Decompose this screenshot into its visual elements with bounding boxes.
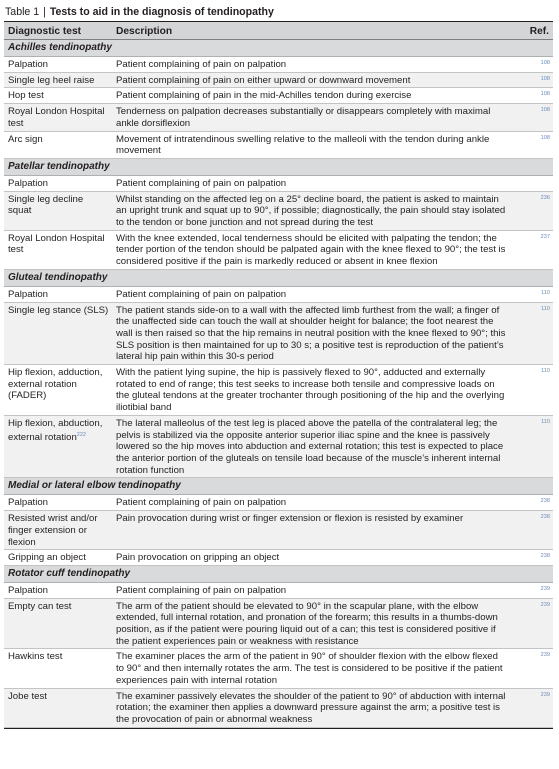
- description-cell: Patient complaining of pain in the mid-Achilles tendon during exercise: [116, 90, 412, 102]
- table-row: [4, 599, 553, 650]
- diagnostic-test-name: Palpation: [8, 288, 49, 300]
- table-header: [4, 22, 553, 40]
- diagnostic-test-name: Jobe test: [8, 690, 47, 702]
- table-row: [4, 583, 553, 599]
- diagnostic-test-cell: [4, 303, 112, 365]
- diagnostic-test-cell: [4, 416, 112, 478]
- table-title: Tests to aid in the diagnosis of tendinopathy: [49, 6, 274, 18]
- diagnostic-test-cell: [4, 689, 112, 727]
- table-row: [4, 365, 553, 416]
- test-reference-superscript[interactable]: 222: [76, 431, 86, 438]
- description-cell: With the knee extended, local tenderness should be elicited with palpating the tendon; the tender portion of the tendon should be palpated again with the knee flexed to 90°; the test is considered positive if the pain is markedly reduced or absent in knee flexion: [116, 232, 506, 268]
- reference-link[interactable]: 239: [540, 585, 550, 592]
- header-description: Description: [116, 25, 173, 37]
- reference-link[interactable]: 110: [541, 368, 550, 375]
- diagnostic-test-cell: [4, 365, 112, 415]
- section-header: Gluteal tendinopathy: [4, 270, 553, 287]
- table-label: Table 1: [5, 6, 40, 18]
- diagnostic-test-name: Hip flexion, adduction, external rotation (FADER): [8, 367, 103, 402]
- table-row: [4, 104, 553, 131]
- reference-link[interactable]: 108: [540, 107, 550, 114]
- diagnostic-test-name: Palpation: [8, 59, 49, 70]
- reference-link[interactable]: 108: [540, 60, 550, 66]
- table-row: [4, 88, 553, 104]
- reference-link[interactable]: 238: [540, 498, 550, 505]
- table-row: [4, 649, 553, 688]
- reference-link[interactable]: [512, 176, 553, 191]
- diagnostic-test-cell: [4, 287, 112, 302]
- header-ref: Ref.: [529, 26, 549, 37]
- reference-link[interactable]: 108: [540, 75, 550, 82]
- diagnostic-test-name: Palpation: [8, 177, 49, 189]
- header-diagnostic-test: Diagnostic test: [8, 25, 82, 37]
- table-row: [4, 176, 553, 192]
- caption-separator: |: [43, 6, 46, 18]
- table-row: [4, 511, 553, 550]
- diagnostic-test-cell: [4, 599, 112, 649]
- description-cell: The patient stands side-on to a wall with the affected limb furthest from the wall; a finger of the unaffected side can touch the wall at shoulder height for balance; the foot nearest the wall is then raised so that the hip remains in neutral position with the knee flexed to 90°; this SLS position is then maintained for up to 30 s; a positive test is reproduction of the patient’s lateral hip pain within this 30-s period: [116, 304, 506, 363]
- diagnostic-test-cell: [4, 649, 112, 687]
- diagnostic-test-name: Single leg heel raise: [8, 74, 95, 86]
- description-cell: Whilst standing on the affected leg on a 25° decline board, the patient is asked to maintain an upright trunk and squat up to 90°, if possible; diagnostically, the pain should stay isolated to the tendon or bone junction and not spread during the test: [116, 193, 506, 229]
- description-cell: The lateral malleolus of the test leg is placed above the patella of the contralateral leg; the pelvis is stabilized via the opposite anterior superior iliac spine and the knee is passively lowered so the hip moves into abduction and external rotation; this test is expected to place the anterior portion of the gluteals on tensile load because of the muscle’s inherent internal rotation function: [116, 417, 504, 476]
- section-rows: [4, 495, 553, 566]
- table-row: [4, 495, 553, 511]
- diagnostic-test-cell: [4, 511, 112, 549]
- reference-link[interactable]: 108: [540, 134, 550, 141]
- table-row: [4, 287, 553, 303]
- reference-link[interactable]: 110: [541, 418, 550, 425]
- diagnostic-test-cell: [4, 495, 112, 510]
- reference-link[interactable]: 110: [541, 289, 550, 296]
- section-header: Medial or lateral elbow tendinopathy: [4, 478, 553, 495]
- description-cell: With the patient lying supine, the hip is passively flexed to 90°, adducted and externally rotated to end of range; this test seeks to increase both tensile and compressive loads on the gluteal tendons at the greater trochanter through positioning of the hip and the overlying iliotibial band: [116, 367, 505, 414]
- diagnostic-test-cell: [4, 73, 112, 88]
- table-row: [4, 73, 553, 89]
- diagnostic-test-name: Resisted wrist and/or finger extension or flexion: [8, 513, 98, 548]
- diagnostic-test-name: Palpation: [8, 497, 49, 509]
- description-cell: The examiner places the arm of the patient in 90° of shoulder flexion with the elbow flexed to 90° and then internally rotates the arm. The test is considered to be positive if the patient experiences pain with internal rotation: [116, 651, 503, 686]
- table-caption: [4, 2, 553, 22]
- diagnostic-test-cell: [4, 88, 112, 103]
- description-cell: Movement of intratendinous swelling relative to the malleoli with the tendon during ankle movement: [116, 133, 490, 157]
- section-rows: [4, 287, 553, 479]
- diagnostic-test-cell: [4, 176, 112, 191]
- diagnostic-test-cell: [4, 231, 112, 269]
- description-cell: Patient complaining of pain on palpation: [116, 177, 287, 189]
- reference-link[interactable]: 237: [540, 233, 550, 240]
- section-header: Achilles tendinopathy: [4, 40, 553, 57]
- reference-link[interactable]: 239: [540, 601, 550, 608]
- reference-link[interactable]: 108: [540, 91, 550, 98]
- table-row: [4, 192, 553, 231]
- description-cell: Patient complaining of pain on palpation: [116, 288, 287, 300]
- table-row: [4, 132, 553, 159]
- description-cell: Pain provocation on gripping an object: [116, 552, 280, 564]
- diagnostic-test-name: Hip flexion, abduction, external rotation: [8, 417, 103, 443]
- section-rows: [4, 57, 553, 159]
- table-row: [4, 303, 553, 366]
- diagnostic-test-cell: [4, 57, 112, 72]
- reference-link[interactable]: 238: [540, 514, 550, 521]
- table-row: [4, 231, 553, 270]
- diagnostic-test-name: Palpation: [8, 584, 49, 596]
- reference-link[interactable]: 236: [540, 194, 550, 201]
- table-row: [4, 416, 553, 479]
- table-row: [4, 57, 553, 73]
- description-cell: The examiner passively elevates the shoulder of the patient to 90° of abduction with internal rotation; the examiner then applies a downward pressure against the arm; a positive test is the provocation of pain or abnormal weakness: [116, 690, 506, 725]
- description-cell: Patient complaining of pain on palpation: [116, 59, 287, 70]
- section-rows: [4, 176, 553, 270]
- reference-link[interactable]: 110: [541, 305, 550, 312]
- diagnostic-test-name: Single leg decline squat: [8, 193, 84, 217]
- diagnostic-test-cell: [4, 192, 112, 230]
- table-row: [4, 550, 553, 566]
- reference-link[interactable]: 239: [540, 691, 550, 698]
- diagnostic-test-cell: [4, 583, 112, 598]
- section-header: Rotator cuff tendinopathy: [4, 566, 553, 583]
- diagnostic-test-cell: [4, 550, 112, 565]
- diagnostic-test-name: Royal London Hospital test: [8, 106, 105, 129]
- reference-link[interactable]: 239: [540, 652, 550, 659]
- diagnostic-test-name: Empty can test: [8, 600, 72, 612]
- table-body: [4, 40, 553, 728]
- diagnostic-test-name: Hawkins test: [8, 651, 63, 663]
- section-rows: [4, 583, 553, 728]
- diagnostic-test-cell: [4, 104, 112, 130]
- diagnostic-test-name: Royal London Hospital test: [8, 232, 105, 256]
- section-header: Patellar tendinopathy: [4, 159, 553, 176]
- reference-link[interactable]: 238: [540, 553, 550, 560]
- description-cell: The arm of the patient should be elevated to 90° in the scapular plane, with the elbow extended, full internal rotation, and pronation of the forearm; this results in a thumbs-down position, as if the patient were pouring liquid out of a can; this test is considered positive if the patient experiences pain or weakness with resistance: [116, 600, 498, 647]
- description-cell: Patient complaining of pain on palpation: [116, 497, 287, 509]
- table-row: [4, 689, 553, 728]
- diagnostic-test-name: Gripping an object: [8, 552, 86, 564]
- description-cell: Tenderness on palpation decreases substantially or disappears completely with maximal ankle dorsiflexion: [116, 106, 491, 129]
- diagnostic-test-name: Single leg stance (SLS): [8, 304, 109, 316]
- description-cell: Pain provocation during wrist or finger extension or flexion is resisted by examiner: [116, 513, 464, 525]
- diagnostic-test-cell: [4, 132, 112, 158]
- diagnostic-test-name: Hop test: [8, 90, 44, 102]
- diagnostic-test-name: Arc sign: [8, 133, 43, 145]
- table-bottom-rule: [4, 728, 553, 729]
- description-cell: Patient complaining of pain on either upward or downward movement: [116, 74, 411, 86]
- description-cell: Patient complaining of pain on palpation: [116, 584, 287, 596]
